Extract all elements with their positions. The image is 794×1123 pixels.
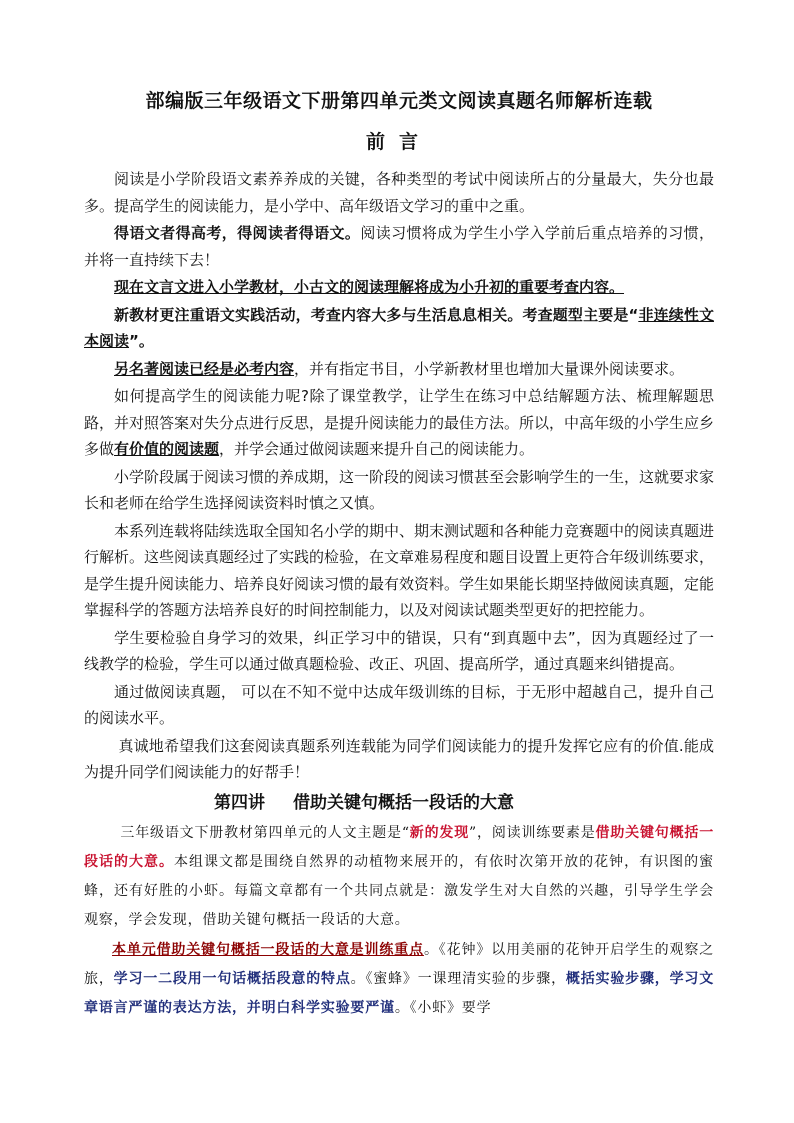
paragraph-4 — [84, 302, 714, 355]
section-title: 借助关键句概括一段话的大意 — [293, 792, 514, 813]
document-title: 部编版三年级语文下册第四单元类文阅读真题名师解析连载 — [145, 90, 653, 112]
paragraph-1: 阅读是小学阶段语文素养养成的关键，各种类型的考试中阅读所占的分量最大，失分也最多。提高学生的阅读能力，是小学中、高年级语文学习的重中之重。 — [84, 170, 714, 215]
paragraph-13-text-c: 。《小虾》要学 — [394, 999, 492, 1016]
paragraph-12-text-c: 本组课文都是围绕自然界的动植物来展开的，有依时次第开放的花钟，有识图的蜜蜂，还有好胜的小虾。每篇文章都有一个共同点就是：激发学生对大自然的兴趣，引导学生学会观察，学会发现，借助关键句概括一段话的大意。 — [84, 853, 714, 928]
paragraph-13-text-a: 。《花钟》以用美丽的花钟开启学生的观察之旅， — [84, 941, 714, 987]
paragraph-4-quote-open: “ — [628, 305, 639, 324]
paragraph-4-bold: 新教材更注重语文实践活动，考查内容大多与生活息息相关。考查题型主要是 — [114, 305, 629, 324]
paragraph-2-bold: 得语文者得高考，得阅读者得语文。 — [114, 224, 361, 242]
paragraph-4-quote-close: ”。 — [129, 332, 154, 350]
paragraph-3 — [84, 274, 714, 301]
paragraph-5 — [84, 356, 714, 383]
paragraph-8: 本系列连载将陆续选取全国知名小学的期中、期末测试题和各种能力竞赛题中的阅读真题进行解析。这些阅读真题经过了实践的检验，在文章难易程度和题目设置上更符合年级训练要求，是学生提升阅读能力、培养良好阅读习惯的最有效资料。学生如果能长期坚持做阅读真题，定能掌握科学的答题方法培养良好的时间控制能力，以及对阅读试题类型更好的把控能力。 — [84, 521, 715, 619]
section-number: 第四讲 — [214, 792, 265, 813]
paragraph-3-emphasis: 现在文言文进入小学教材，小古文的阅读理解将成为小升初的重要考查内容。 — [114, 278, 625, 296]
paragraph-12-text-a: 三年级语文下册教材第四单元的人文主题是“ — [120, 824, 410, 841]
paragraph-11: 真诚地希望我们这套阅读真题系列连载能为同学们阅读能力的提升发挥它应有的价值.能成为提升同学们阅读能力的好帮手！ — [84, 736, 714, 781]
document-page — [84, 80, 714, 1024]
paragraph-12 — [84, 819, 714, 935]
preface-heading: 前言 — [365, 131, 432, 153]
paragraph-10: 通过做阅读真题， 可以在不知不觉中达成年级训练的目标，于无形中超越自己，提升自己的阅读水平。 — [84, 682, 714, 727]
paragraph-2 — [84, 220, 714, 273]
paragraph-13-text-b: 。《蜜蜂》一课理清实验的步骤， — [350, 970, 566, 987]
paragraph-2-text: 阅读习惯将成为学生小学入学前后重点培养的习惯，并将一直持续下去！ — [84, 224, 714, 269]
paragraph-6-text-b: ，并学会通过做阅读题来提升自己的阅读能力。 — [219, 440, 535, 458]
paragraph-12-text-b: ”，阅读训练要素是 — [469, 824, 596, 841]
paragraph-9: 学生要检验自身学习的效果，纠正学习中的错误，只有“到真题中去”，因为真题经过了一线教学的检验，学生可以通过做真题检验、改正、巩固、提高所学，通过真题来纠错提高。 — [84, 628, 714, 673]
paragraph-12-highlight-2: 借助关键句概括一段话的大意。 — [84, 824, 715, 870]
paragraph-6-text-a: 如何提高学生的阅读能力呢?除了课堂教学，让学生在练习中总结解题方法、梳理解题思路，并对照答案对失分点进行反思，是提升阅读能力的最佳方法。所以，中高年级的小学生应乡多做 — [84, 387, 715, 458]
paragraph-7: 小学阶段属于阅读习惯的养成期，这一阶段的阅读习惯甚至会影响学生的一生，这就要求家长和老师在给学生选择阅读资料时慎之又慎。 — [84, 467, 715, 512]
paragraph-4-quote-text: 非连续性文本阅读 — [84, 305, 714, 350]
paragraph-6 — [84, 383, 714, 463]
paragraph-13 — [84, 936, 714, 1023]
paragraph-6-emphasis: 有价值的阅读题 — [114, 440, 220, 458]
paragraph-5-text: ，并有指定书目，小学新教材里也增加大量课外阅读要求。 — [294, 359, 685, 378]
section-heading — [214, 788, 714, 813]
paragraph-12-highlight-1: 新的发现 — [409, 824, 470, 841]
paragraph-13-highlight-1: 学习一二段用一句话概括段意的特点 — [113, 970, 351, 987]
paragraph-13-highlight-2: 概括实验步骤，学习文章语言严谨的表达方法，并明白科学实验要严谨 — [84, 970, 715, 1016]
paragraph-13-emphasis: 本单元借助关键句概括一段话的大意是训练重点 — [112, 941, 424, 958]
paragraph-5-emphasis: 另名著阅读已经是必考内容 — [114, 359, 295, 378]
